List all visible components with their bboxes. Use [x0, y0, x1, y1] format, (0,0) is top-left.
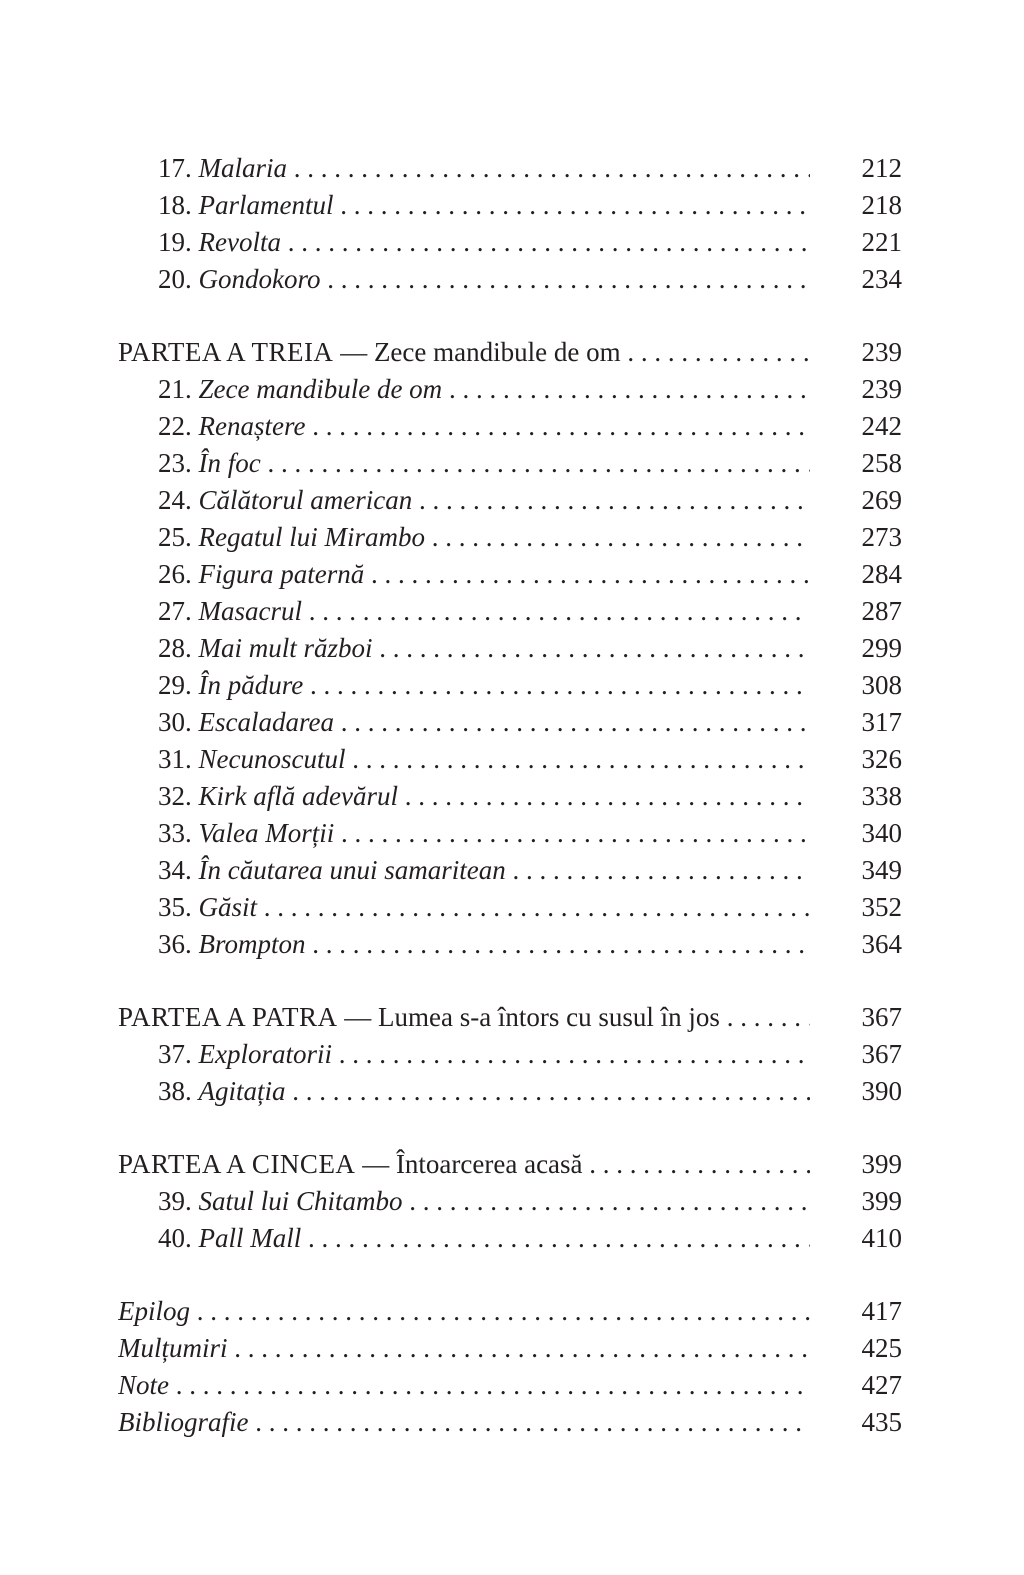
toc-back-row [118, 1330, 902, 1367]
back-matter-title: Epilog [118, 1296, 190, 1326]
toc-row [118, 1036, 902, 1073]
toc-back-row [118, 1293, 902, 1330]
part-dash: — [355, 1149, 396, 1179]
toc-row [118, 187, 902, 224]
back-matter-title: Bibliografie [118, 1407, 249, 1437]
table-of-contents [118, 150, 902, 1441]
chapter-number: 37. [158, 1039, 192, 1069]
toc-entry [158, 371, 810, 408]
chapter-number: 24. [158, 485, 192, 515]
chapter-title: Figura paternă [198, 559, 365, 589]
toc-entry [158, 926, 810, 963]
toc-row [118, 815, 902, 852]
toc-row [118, 150, 902, 187]
toc-part-row [118, 1146, 902, 1183]
chapter-number: 29. [158, 670, 192, 700]
toc-row [118, 889, 902, 926]
chapter-title: În foc [198, 448, 261, 478]
toc-row [118, 556, 902, 593]
part-dash: — [337, 1002, 378, 1032]
part-dash: — [333, 337, 374, 367]
part-title: Lumea s-a întors cu susul în jos [377, 1002, 720, 1032]
page-number: 349 [861, 855, 902, 885]
chapter-number: 25. [158, 522, 192, 552]
toc-row [118, 445, 902, 482]
toc-row [118, 1073, 902, 1110]
toc-row [118, 593, 902, 630]
chapter-title: Călătorul american [198, 485, 413, 515]
page-number: 338 [861, 781, 902, 811]
part-title: Zece mandibule de om [373, 337, 621, 367]
part-label: PARTEA A CINCEA [118, 1149, 356, 1179]
page-number: 367 [861, 1039, 902, 1069]
page-number: 212 [861, 153, 902, 183]
toc-row [118, 408, 902, 445]
toc-entry [158, 630, 810, 667]
toc-part-row [118, 334, 902, 371]
page-number: 221 [861, 227, 902, 257]
toc-entry [158, 1183, 810, 1220]
chapter-title: Găsit [198, 892, 258, 922]
page-number: 284 [861, 559, 902, 589]
chapter-number: 31. [158, 744, 192, 774]
page-number: 435 [861, 1407, 902, 1437]
part-label: PARTEA A TREIA [118, 337, 334, 367]
chapter-title: Satul lui Chitambo [198, 1186, 403, 1216]
chapter-title: Brompton [198, 929, 306, 959]
toc-row [118, 778, 902, 815]
toc-part-row [118, 999, 902, 1036]
chapter-title: În pădure [198, 670, 304, 700]
toc-entry [158, 704, 810, 741]
chapter-title: Necunoscutul [198, 744, 346, 774]
page-number: 410 [861, 1223, 902, 1253]
page-number: 326 [861, 744, 902, 774]
chapter-number: 23. [158, 448, 192, 478]
toc-row [118, 704, 902, 741]
chapter-title: În căutarea unui samaritean [198, 855, 506, 885]
chapter-title: Zece mandibule de om [198, 374, 443, 404]
chapter-number: 26. [158, 559, 192, 589]
chapter-number: 19. [158, 227, 192, 257]
chapter-number: 38. [158, 1076, 192, 1106]
toc-entry [158, 150, 810, 187]
toc-row [118, 741, 902, 778]
page-number: 239 [861, 337, 902, 367]
page-number: 367 [861, 1002, 902, 1032]
toc-entry [118, 1367, 810, 1404]
chapter-title: Agitația [198, 1076, 286, 1106]
chapter-number: 17. [158, 153, 192, 183]
page-number: 239 [861, 374, 902, 404]
page-number: 287 [861, 596, 902, 626]
toc-entry [158, 1036, 810, 1073]
toc-row [118, 482, 902, 519]
chapter-number: 36. [158, 929, 192, 959]
chapter-title: Mai mult război [198, 633, 373, 663]
chapter-title: Revolta [198, 227, 281, 257]
toc-row [118, 1183, 902, 1220]
toc-row [118, 519, 902, 556]
chapter-number: 20. [158, 264, 192, 294]
toc-entry [158, 408, 810, 445]
chapter-number: 34. [158, 855, 192, 885]
part-label: PARTEA A PATRA [118, 1002, 338, 1032]
page-number: 364 [861, 929, 902, 959]
chapter-title: Pall Mall [198, 1223, 302, 1253]
toc-entry [118, 1330, 810, 1367]
chapter-title: Gondokoro [198, 264, 321, 294]
toc-entry [158, 482, 810, 519]
page-number: 218 [861, 190, 902, 220]
page-number: 299 [861, 633, 902, 663]
chapter-title: Kirk află adevărul [198, 781, 398, 811]
chapter-number: 22. [158, 411, 192, 441]
chapter-title: Valea Morții [198, 818, 335, 848]
toc-row [118, 667, 902, 704]
part-title: Întoarcerea acasă [395, 1149, 583, 1179]
chapter-number: 39. [158, 1186, 192, 1216]
toc-entry [158, 556, 810, 593]
page-number: 399 [861, 1186, 902, 1216]
chapter-title: Escaladarea [198, 707, 334, 737]
page-number: 390 [861, 1076, 902, 1106]
chapter-title: Malaria [198, 153, 288, 183]
toc-entry [158, 261, 810, 298]
page-number: 352 [861, 892, 902, 922]
toc-entry [158, 778, 810, 815]
chapter-number: 40. [158, 1223, 192, 1253]
toc-entry [118, 1293, 810, 1330]
toc-row [118, 261, 902, 298]
page-number: 234 [861, 264, 902, 294]
toc-row [118, 371, 902, 408]
chapter-number: 30. [158, 707, 192, 737]
chapter-title: Masacrul [198, 596, 302, 626]
toc-entry [118, 1404, 810, 1441]
chapter-title: Regatul lui Mirambo [198, 522, 425, 552]
toc-entry [158, 445, 810, 482]
toc-entry [158, 519, 810, 556]
chapter-number: 28. [158, 633, 192, 663]
toc-row [118, 224, 902, 261]
toc-row [118, 926, 902, 963]
back-matter-title: Note [118, 1370, 169, 1400]
toc-entry [158, 1073, 810, 1110]
chapter-number: 21. [158, 374, 192, 404]
toc-entry [158, 667, 810, 704]
toc-row [118, 1220, 902, 1257]
toc-back-row [118, 1404, 902, 1441]
page-number: 427 [861, 1370, 902, 1400]
page-number: 242 [861, 411, 902, 441]
toc-entry [118, 334, 810, 371]
toc-entry [158, 187, 810, 224]
chapter-number: 27. [158, 596, 192, 626]
toc-row [118, 852, 902, 889]
chapter-number: 32. [158, 781, 192, 811]
chapter-title: Renaștere [198, 411, 306, 441]
page-number: 273 [861, 522, 902, 552]
chapter-title: Parlamentul [198, 190, 334, 220]
toc-entry [158, 852, 810, 889]
toc-entry [158, 741, 810, 778]
toc-entry [158, 889, 810, 926]
page-number: 308 [861, 670, 902, 700]
page-number: 399 [861, 1149, 902, 1179]
chapter-number: 35. [158, 892, 192, 922]
chapter-title: Exploratorii [198, 1039, 332, 1069]
toc-entry [158, 1220, 810, 1257]
toc-entry [158, 224, 810, 261]
page-number: 425 [861, 1333, 902, 1363]
toc-back-row [118, 1367, 902, 1404]
toc-row [118, 630, 902, 667]
page-number: 340 [861, 818, 902, 848]
page-number: 269 [861, 485, 902, 515]
chapter-number: 18. [158, 190, 192, 220]
toc-entry [158, 593, 810, 630]
back-matter-title: Mulțumiri [118, 1333, 228, 1363]
toc-entry [158, 815, 810, 852]
chapter-number: 33. [158, 818, 192, 848]
page-number: 417 [861, 1296, 902, 1326]
toc-entry [118, 1146, 810, 1183]
page-number: 317 [861, 707, 902, 737]
toc-entry [118, 999, 810, 1036]
page-number: 258 [861, 448, 902, 478]
